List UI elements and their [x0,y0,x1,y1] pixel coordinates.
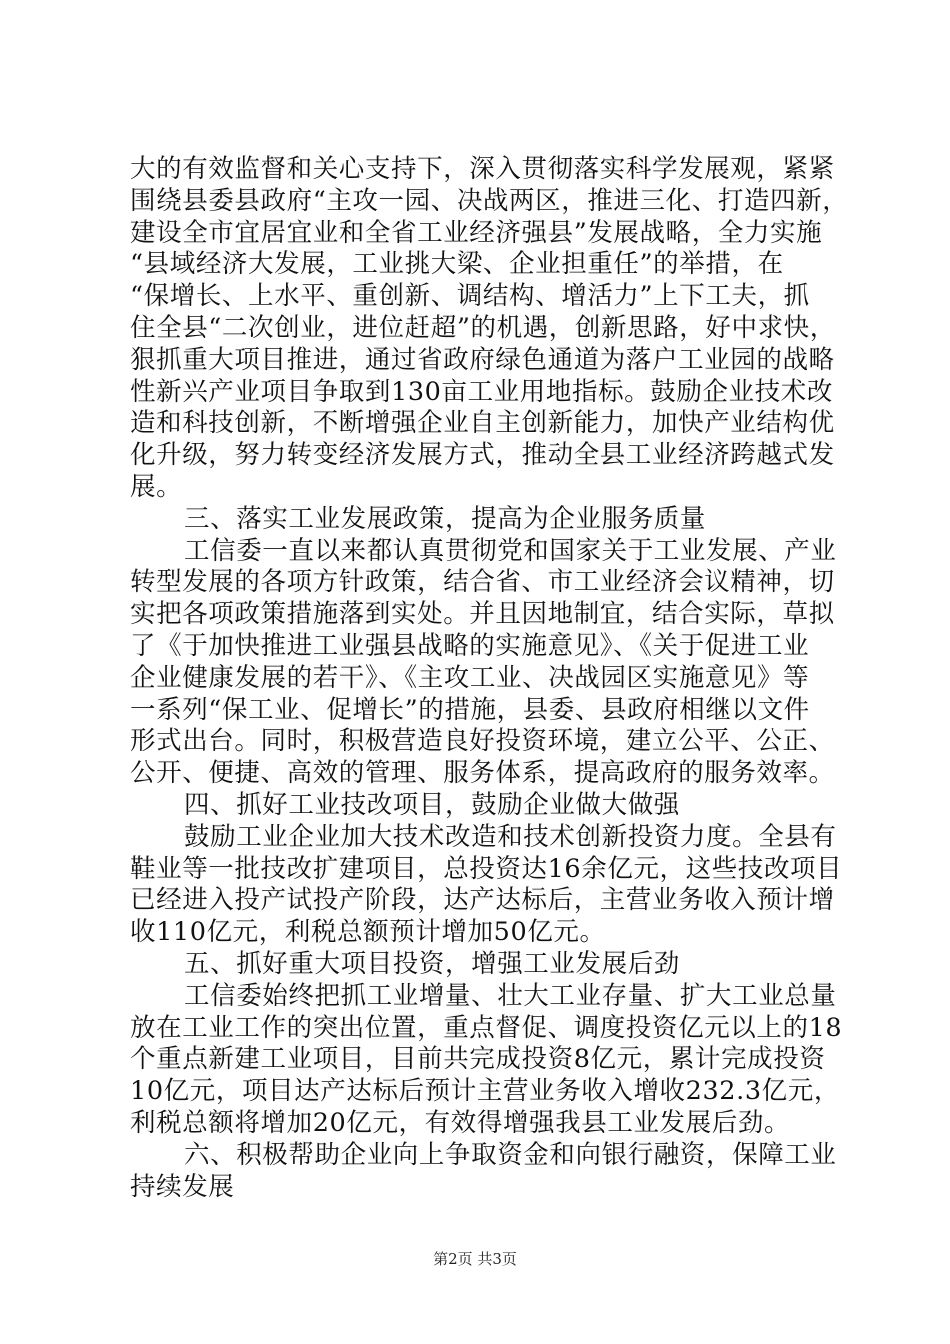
text-line: 建设全市宜居宜业和全省工业经济强县”发展战略，全力实施 [130,217,823,248]
section-heading-4: 四、抓好工业技改项目，鼓励企业做大做强 [184,789,680,820]
text-line: 造和科技创新，不断增强企业自主创新能力，加快产业结构优 [130,408,835,439]
text-line: 公开、便捷、高效的管理、服务体系，提高政府的服务效率。 [130,758,835,789]
text-line: 鞋业等一批技改扩建项目，总投资达16余亿元，这些技改项目 [130,853,843,884]
text-line: 形式出台。同时，积极营造良好投资环境，建立公平、公正、 [130,726,835,757]
text-line: 放在工业工作的突出位置，重点督促、调度投资亿元以上的18 [130,1012,843,1043]
text-line: 收110亿元，利税总额预计增加50亿元。 [130,917,606,948]
text-line: 工信委始终把抓工业增量、壮大工业存量、扩大工业总量 [184,980,837,1011]
text-line: “保增长、上水平、重创新、调结构、增活力”上下工夫，抓 [130,281,810,312]
paragraph-section-5 [130,980,843,1140]
text-line: 狠抓重大项目推进，通过省政府绿色通道为落户工业园的战略 [130,344,835,375]
text-line: 持续发展 [130,1171,235,1202]
text-line: 性新兴产业项目争取到130亩工业用地指标。鼓励企业技术改 [130,376,833,407]
section-heading-3: 三、落实工业发展政策，提高为企业服务质量 [184,503,707,534]
section-heading-6 [130,1139,837,1204]
paragraph-section-3 [130,535,837,790]
text-line: 10亿元，项目达产达标后预计主营业务收入增收232.3亿元， [130,1076,840,1107]
text-line: 实把各项政策措施落到实处。并且因地制宜，结合实际，草拟 [130,599,835,630]
text-line: 住全县“二次创业，进位赶超”的机遇，创新思路，好中求快， [130,312,836,343]
text-line: 六、积极帮助企业向上争取资金和向银行融资，保障工业 [184,1139,837,1170]
paragraph-continuation [130,154,849,504]
text-line: 化升级，努力转变经济发展方式，推动全县工业经济跨越式发 [130,440,835,471]
text-line: 围绕县委县政府“主攻一园、决战两区，推进三化、打造四新， [130,185,849,216]
text-line: “县域经济大发展，工业挑大梁、企业担重任”的举措，在 [130,249,784,280]
text-line: 转型发展的各项方针政策，结合省、市工业经济会议精神，切 [130,567,835,598]
text-line: 工信委一直以来都认真贯彻党和国家关于工业发展、产业 [184,535,837,566]
section-heading-5: 五、抓好重大项目投资，增强工业发展后劲 [184,948,680,979]
page-number: 第2页 共3页 [433,1250,517,1268]
text-line: 利税总额将增加20亿元，有效得增强我县工业发展后劲。 [130,1107,791,1138]
text-line: 已经进入投产试投产阶段，达产达标后，主营业务收入预计增 [130,885,835,916]
text-line: 了《于加快推进工业强县战略的实施意见》、《关于促进工业 [130,630,810,661]
text-line: 大的有效监督和关心支持下，深入贯彻落实科学发展观，紧紧 [130,154,835,184]
document-body [130,154,849,1203]
text-line: 个重点新建工业项目，目前共完成投资8亿元，累计完成投资 [130,1044,826,1075]
text-line: 一系列“保工业、促增长”的措施，县委、县政府相继以文件 [130,694,810,725]
text-line: 企业健康发展的若干》、《主攻工业、决战园区实施意见》等 [130,662,810,693]
text-line: 鼓励工业企业加大技术改造和技术创新投资力度。全县有 [184,821,837,852]
paragraph-section-4 [130,821,843,949]
text-line: 展。 [130,471,183,502]
